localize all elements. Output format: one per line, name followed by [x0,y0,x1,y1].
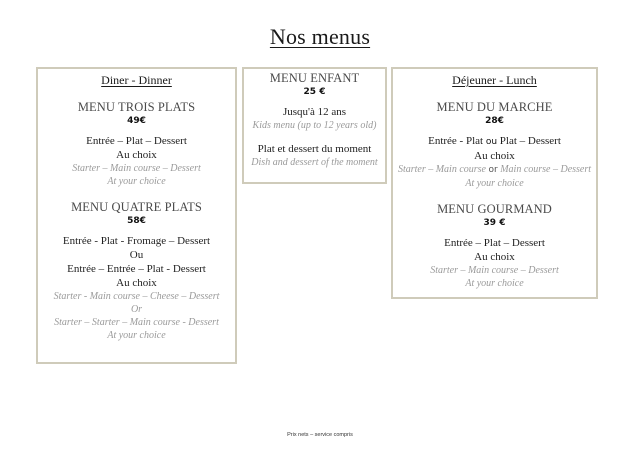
menu-name: MENU DU MARCHE [436,100,553,114]
menu-price: 28€ [485,116,504,126]
menu-du-marche [393,100,596,190]
menu-name: MENU GOURMAND [437,202,552,216]
courses-fr-part-b: Plat – Dessert [497,135,561,147]
courses-en-part-a: Starter – Main course [397,164,489,175]
dinner-menu-box [36,67,237,364]
choice-en: At your choice [465,178,524,189]
menu-trois-plats [38,100,235,188]
courses-fr: Entrée – Plat – Dessert [86,135,187,147]
menu-gourmand [393,202,596,290]
menu-price: 58€ [127,216,146,226]
courses-en: Starter – Main course – Dessert [430,265,559,276]
courses-fr-part-a: Entrée - Plat [428,135,486,147]
or-en: Or [130,304,143,315]
price-note-footer: Prix nets – service compris [287,432,353,438]
age-limit-en: Kids menu (up to 12 years old) [252,120,377,131]
dish-fr: Plat et dessert du moment [257,143,372,155]
choice-fr: Au choix [116,277,157,289]
lunch-menu-box [391,67,598,299]
choice-fr: Au choix [474,251,515,263]
courses-en: Starter – Main course – Dessert [72,163,201,174]
choice-en: At your choice [107,176,166,187]
courses-en [393,163,596,177]
dinner-section-title: Diner - Dinner [101,73,172,87]
dish-en: Dish and dessert of the moment [251,157,378,168]
courses-fr: Entrée – Plat – Dessert [444,237,545,249]
menu-quatre-plats [38,200,235,342]
or-word-en: or [488,165,498,175]
choice-fr: Au choix [474,150,515,162]
or-word-fr: ou [485,137,498,147]
choice-en: At your choice [107,330,166,341]
or-fr: Ou [129,249,144,261]
kids-menu-box [242,67,387,184]
menu-name: MENU ENFANT [269,71,360,85]
menu-name: MENU TROIS PLATS [77,100,196,114]
choice-fr: Au choix [116,149,157,161]
courses-en-part-b: Main course – Dessert [497,164,592,175]
courses-en-option-2: Starter – Starter – Main course - Dessert [54,317,219,328]
courses-fr-option-1: Entrée - Plat - Fromage – Dessert [62,235,211,247]
menu-price: 49€ [127,116,146,126]
courses-fr-option-2: Entrée – Entrée – Plat - Dessert [67,263,206,275]
age-limit-fr: Jusqu'à 12 ans [282,106,347,118]
menu-price: 25 € [303,87,326,97]
menu-name: MENU QUATRE PLATS [71,200,202,214]
page-title: Nos menus [269,24,371,49]
menu-price: 39 € [483,218,506,228]
lunch-section-title: Déjeuner - Lunch [452,73,537,87]
courses-en-option-1: Starter - Main course – Cheese – Dessert [53,291,220,302]
choice-en: At your choice [465,278,524,289]
courses-fr [393,134,596,149]
